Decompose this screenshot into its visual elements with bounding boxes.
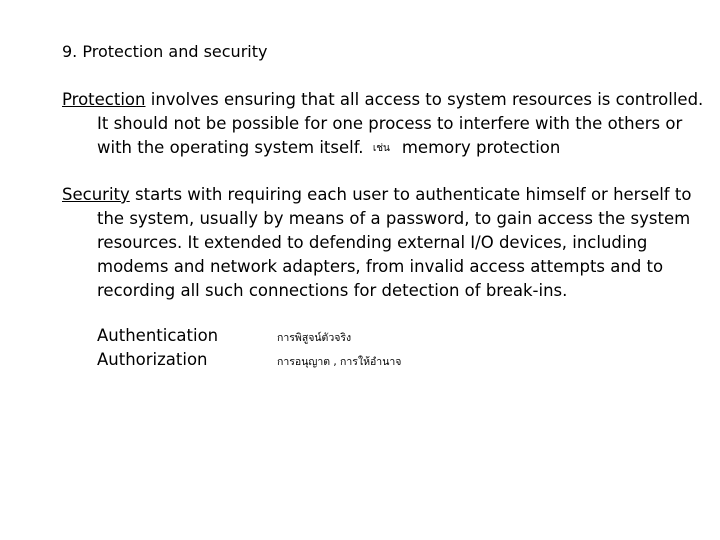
term-row-authentication (97, 324, 597, 348)
term-row-authorization (97, 348, 597, 372)
security-line-1 (62, 183, 712, 207)
term-thai: การพิสูจน์ตัวจริง (277, 332, 352, 344)
security-line-5: recording all such connections for detection of break-ins. (97, 281, 568, 300)
protection-term: Protection (62, 90, 146, 109)
protection-paragraph (62, 88, 712, 161)
protection-line-3 (62, 136, 712, 161)
term-name: Authorization (97, 350, 208, 369)
protection-line-2: It should not be possible for one process to interfere with the others or (97, 114, 683, 133)
security-term: Security (62, 185, 130, 204)
security-line-3: resources. It extended to defending external I/O devices, including (97, 233, 648, 252)
terms-list (97, 324, 597, 372)
protection-line-1-text: involves ensuring that all access to system resources is controlled. (145, 90, 704, 109)
protection-thai-example: เช่น (372, 142, 390, 154)
protection-line-1 (62, 88, 712, 112)
security-line-1-text: starts with requiring each user to authenticate himself or herself to (129, 185, 692, 204)
security-paragraph (62, 183, 712, 303)
slide-title: 9. Protection and security (62, 42, 268, 61)
term-thai: การอนุญาต , การให้อำนาจ (277, 356, 402, 368)
security-line-2: the system, usually by means of a password, to gain access the system (97, 209, 691, 228)
term-name: Authentication (97, 326, 219, 345)
protection-line-3-text: with the operating system itself. (97, 138, 364, 157)
protection-line-3-end: memory protection (401, 138, 561, 157)
security-line-4: modems and network adapters, from invalid access attempts and to (97, 257, 664, 276)
